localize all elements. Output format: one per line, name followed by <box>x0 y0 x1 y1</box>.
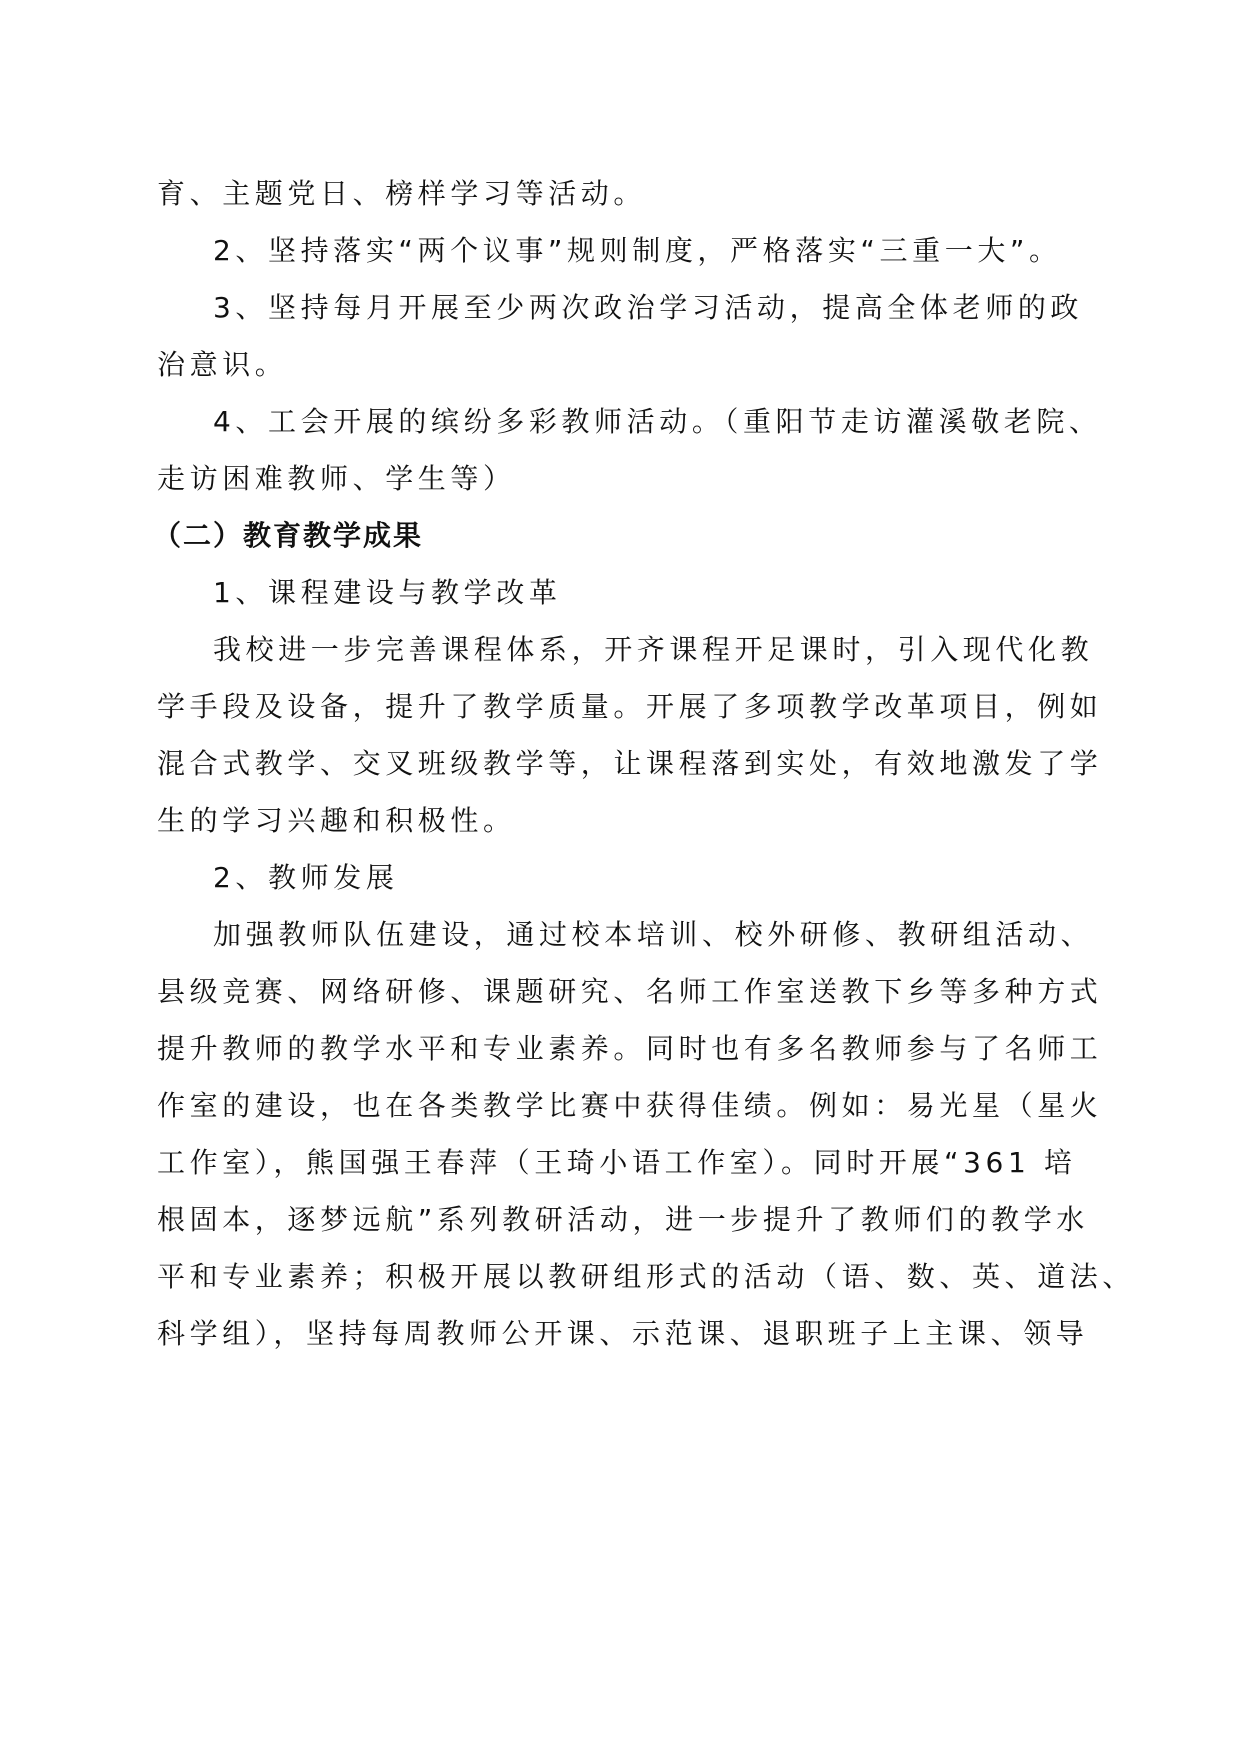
text-line: 我校进一步完善课程体系，开齐课程开足课时，引入现代化教 <box>213 633 1094 666</box>
text-line: 2、坚持落实“两个议事”规则制度，严格落实“三重一大”。 <box>213 234 1062 267</box>
text-line: 根固本，逐梦远航”系列教研活动，进一步提升了教师们的教学水 <box>157 1203 1089 1236</box>
section-heading: （二）教育教学成果 <box>153 519 424 552</box>
text-line: 加强教师队伍建设，通过校本培训、校外研修、教研组活动、 <box>213 918 1094 951</box>
text-line: 作室的建设，也在各类教学比赛中获得佳绩。例如：易光星（星火 <box>157 1089 1103 1122</box>
text-line: 育、主题党日、榜样学习等活动。 <box>157 177 647 210</box>
subsection-title: 1、课程建设与教学改革 <box>213 576 562 609</box>
subsection-title: 2、教师发展 <box>213 861 399 894</box>
text-line: 科学组），坚持每周教师公开课、示范课、退职班子上主课、领导 <box>157 1317 1089 1350</box>
text-line: 混合式教学、交叉班级教学等，让课程落到实处，有效地激发了学 <box>157 747 1103 780</box>
text-line: 平和专业素养；积极开展以教研组形式的活动（语、数、英、道法、 <box>157 1260 1136 1293</box>
text-line: 治意识。 <box>157 348 288 381</box>
text-line: 县级竞赛、网络研修、课题研究、名师工作室送教下乡等多种方式 <box>157 975 1103 1008</box>
text-line: 4、工会开展的缤纷多彩教师活动。（重阳节走访灌溪敬老院、 <box>213 405 1102 438</box>
text-line: 3、坚持每月开展至少两次政治学习活动，提高全体老师的政 <box>213 291 1084 324</box>
text-line: 生的学习兴趣和积极性。 <box>157 804 516 837</box>
text-line: 工作室），熊国强王春萍（王琦小语工作室）。同时开展“361 培 <box>157 1146 1077 1179</box>
text-line: 学手段及设备，提升了教学质量。开展了多项教学改革项目，例如 <box>157 690 1103 723</box>
text-line: 走访困难教师、学生等） <box>157 462 516 495</box>
text-line: 提升教师的教学水平和专业素养。同时也有多名教师参与了名师工 <box>157 1032 1103 1065</box>
